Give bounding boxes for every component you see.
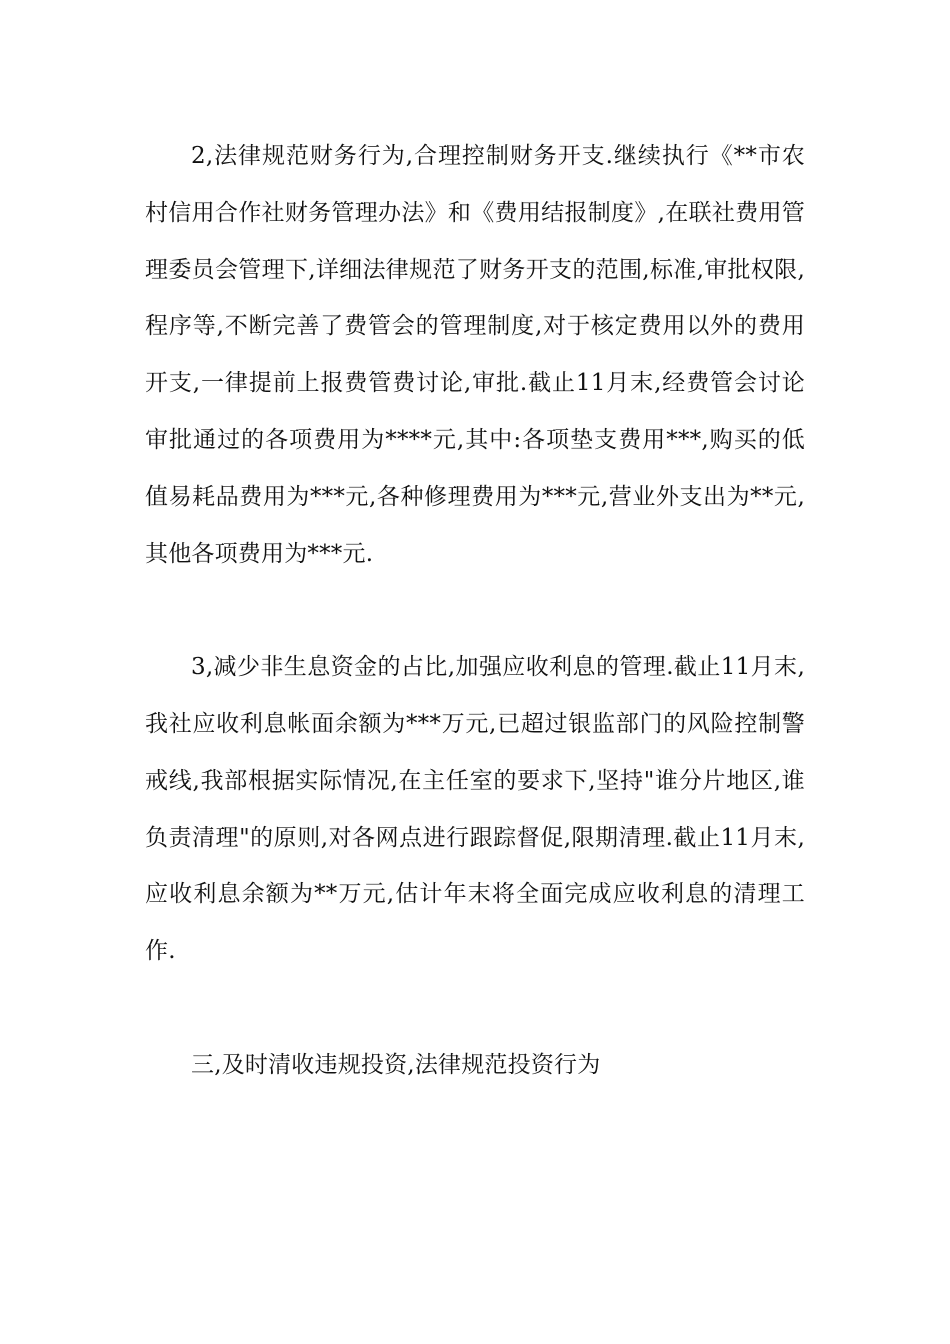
paragraph-financial-expenses: 2,法律规范财务行为,合理控制财务开支.继续执行《**市农村信用合作社财务管理办法》和《费用结报制度》,在联社费用管理委员会管理下,详细法律规范了财务开支的范围,标准,审批权限,程序等,不断完善了费管会的管理制度,对于核定费用以外的费用开支,一律提前上报费管费讨论,审批.截止11月末,经费管会讨论审批通过的各项费用为****元,其中:各项垫支费用***,购买的低值易耗品费用为***元,各种修理费用为***元,营业外支出为**元,其他各项费用为***元. <box>145 143 805 567</box>
paragraph-interest-receivable: 3,减少非生息资金的占比,加强应收利息的管理.截止11月末,我社应收利息帐面余额为***万元,已超过银监部门的风险控制警戒线,我部根据实际情况,在主任室的要求下,坚持"谁分片地区,谁负责清理"的原则,对各网点进行跟踪督促,限期清理.截止11月末,应收利息余额为**万元,估计年末将全面完成应收利息的清理工作. <box>145 654 805 965</box>
section-heading-investment: 三,及时清收违规投资,法律规范投资行为 <box>191 1051 601 1078</box>
document-body <box>145 128 805 1094</box>
